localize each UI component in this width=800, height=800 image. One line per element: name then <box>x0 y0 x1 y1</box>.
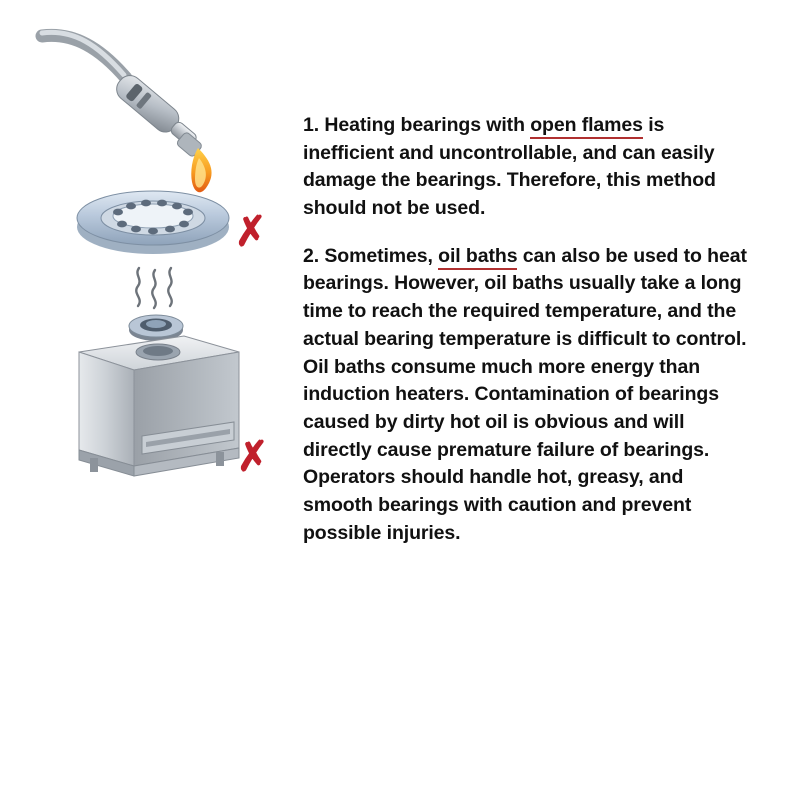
paragraph-1-post: is inefficient and uncontrollable, and can easily damage the bearings. Therefore, this method should not be used. <box>303 114 716 220</box>
paragraph-2-post: can also be used to heat bearings. However, oil baths usually take a long time to reach the required temperature, and the actual bearing temperature is difficult to control. Oil baths consume much more energy than induction heaters. Contamination of bearings caused by dirty hot oil is obvious and will directly cause premature failure of bearings. Operators should handle hot, greasy, and smooth bearings with caution and prevent possible injuries. <box>303 244 747 544</box>
text-column <box>303 112 753 547</box>
x-mark-torch: ✗ <box>232 208 270 256</box>
x-mark-oilbath: ✗ <box>234 433 272 481</box>
paragraph-1 <box>303 112 753 223</box>
paragraph-1-highlight: open flames <box>530 114 643 139</box>
figure-torch-heating-bearing <box>34 22 274 254</box>
figure-column <box>34 22 274 505</box>
paragraph-2-highlight: oil baths <box>438 245 517 270</box>
figure-oil-bath-heater <box>34 260 274 505</box>
paragraph-2 <box>303 243 753 548</box>
paragraph-1-pre: 1. Heating bearings with <box>303 114 531 136</box>
paragraph-2-pre: 2. Sometimes, <box>303 244 439 267</box>
